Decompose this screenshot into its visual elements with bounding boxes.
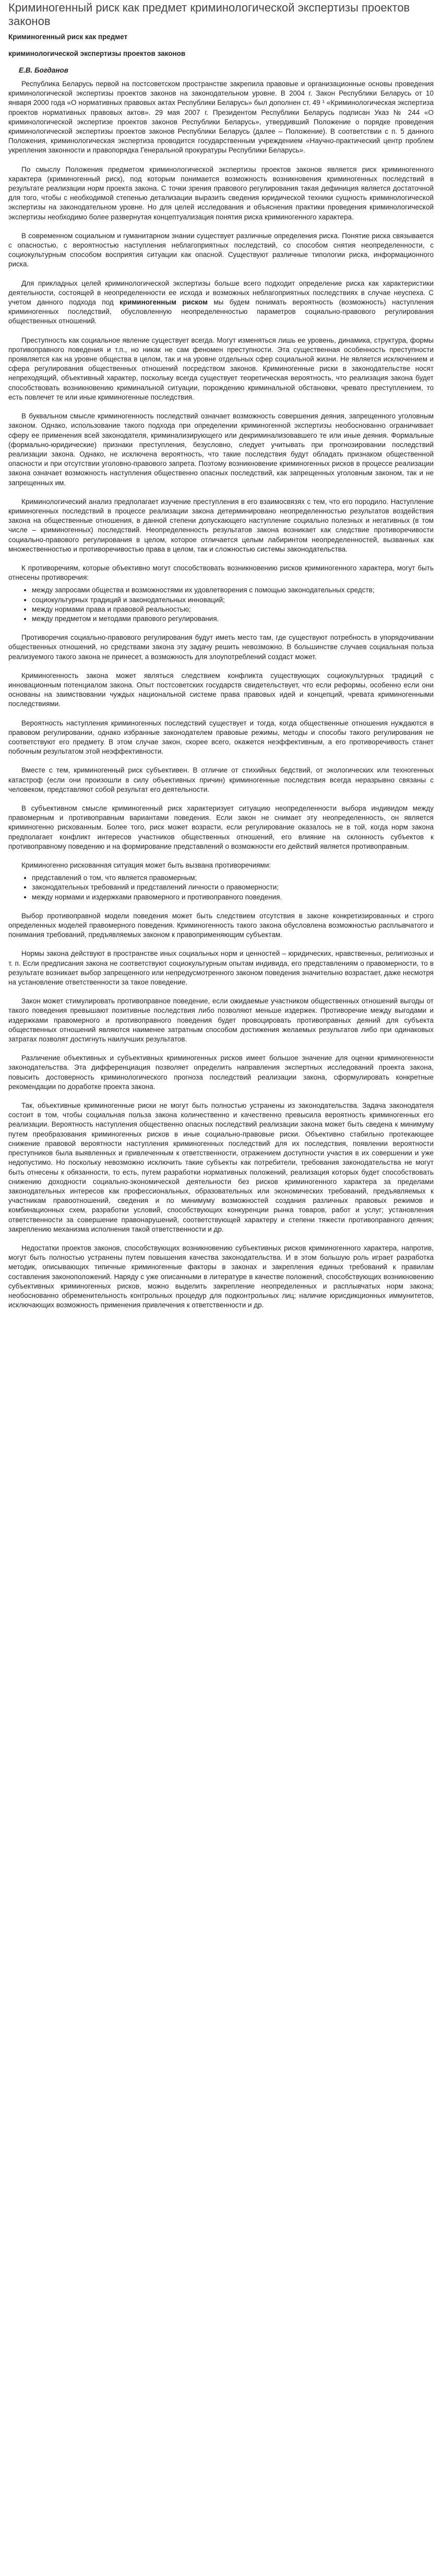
list-item: • представлений о том, что является правомерным; — [32, 873, 434, 883]
paragraph-1: Республика Беларусь первой на постсоветском пространстве закрепила правовые и организационные основы проведения криминологической экспертизы проектов законов на законодательном уровне. В 2004 г. Закон Республики Беларусь от 10 января 2000 года «О нормативных правовых актах Республики Беларусь» был дополнен ст. 49 ¹ «Криминологическая экспертиза проектов нормативных правовых актов». 29 мая 2007 г. Президентом Республики Беларусь подписан Указ № 244 «О криминологической экспертизе проектов законов Республики Беларусь», утвердивший Положение о порядке проведения криминологической экспертизы проектов законов Республики Беларусь (далее – Положение). В соответствии с п. 5 данного Положения, криминологическая экспертиза проводится государственным учреждением «Научно-практический центр проблем укрепления законности и правопорядка Генеральной прокуратуры Республики Беларусь». — [8, 80, 434, 155]
paragraph-8: К противоречиям, которые объективно могут способствовать возникновению рисков криминогенного характера, могут быть отнесены противоречия: — [8, 564, 434, 582]
list-item: • между запросами общества и возможностями их удовлетворения с помощью законодательных средств; — [32, 586, 434, 595]
paragraph-19: Так, объективные криминогенные риски не могут быть полностью устранены из законодательства. Задача законодателя состоит в том, чтобы социальная польза закона количественно и качественно превысила вероятность криминогенных его реализации. Вероятность наступления общественно опасных последствий реализации закона может быть сведена к минимуму путем преобразования криминогенных рисков в иные социально-правовые риски. Объективно стабильно протекающее снижение правовой вероятности наступления криминогенных последствий для их последствия, появлении вероятности преступников была выявленных и привлеченным к ответственности, отражением доступности участия в их совершении и уже недопустимо. Но поскольку невозможно исключить такие субъекты как потребители, требования законодательства не могут быть отнесены к обязанности, то есть, путем разработки нормативных положений, реализация которых будет способствовать снижению доходности социально-экономической деятельности без рисков криминогенного характера за пределами законодательных интересов как профессиональных, образовательных или экономических требований, предъявляемых к участникам правоотношений, сведения и по минимуму возможностей создания различных правовых режимов и комбинационных схем, разработки условий, способствующих конкуренции рынка товаров, работ и услуг; установления ответственности за совершение правонарушений, соответствующей характеру и степени тяжести противоправного деяния; закреплению механизма исполнения такой ответственности и др. — [8, 1102, 434, 1233]
paragraph-3: В современном социальном и гуманитарном знании существует различные определения риска. Понятие риска связывается с опасностью, с вероятностью наступления неблагоприятных последствий, со способом снятия неопределенности, с социокультурным способом восприятия ситуации как опасной. Существуют различные типологии риска, информационного риска. — [8, 231, 434, 268]
paragraph-14: Криминогенно рискованная ситуация может быть вызвана противоречиями: — [21, 861, 271, 870]
paragraph-6: В буквальном смысле криминогенность последствий означает возможность совершения деяния, запрещенного уголовным законом. Однако, использование такого подхода при определении криминогенной экспертизы необоснованно ограничивает сферу ее применения всей законодателя, криминализирующего или декриминализовавшего те или иные деяния. Формальные (формально-юридические) признаки преступления, безусловно, следует учитывать при прогнозировании последствий реализации закона. Однако, не исключена вероятность, что такие последствия будут обладать признаком общественной опасности и при отсутствии уголовно-правового запрета. Поэтому возникновение криминогенных рисков в процессе реализации закона означает возможность наступления общественно опасных последствий, как запрещенных уголовным законом, так и не запрещенных им. — [8, 412, 434, 487]
paragraph-18: Различение объективных и субъективных криминогенных рисков имеет большое значение для оценки криминогенности законодательства. Эта дифференциация позволяет определить направления экспертных исследований проекта закона, повысить достоверность криминологического прогноза последствий реализации закона, сформулировать конкретные рекомендации по доработке проекта закона. — [8, 1054, 434, 1091]
list-item: • социокультурных традиций и законодательных инноваций; — [32, 595, 434, 605]
paragraph-20: Недостатки проектов законов, способствующих возникновению субъективных рисков криминогенного характера, напротив, могут быть полностью устранены путем повышения качества законодательства. И в этом большую роль играет разработка методик, описывающих типичные криминогенные факторы в законах и закрепления единых требований к правилам составления законоположений. Наряду с уже описанными в литературе в качестве положений, способствующих возникновению субъективных криминогенных рисков, можно выделить закрепление неопределенных и расплывчатых норм закона; необоснованно обременительность контрольных процедур для подконтрольных лиц; наличие юрисдикционных иммунитетов, исключающих возможность применения привлечения к ответственности и др. — [8, 1244, 434, 1309]
list-item: • между нормами права и правовой реальностью; — [32, 605, 434, 614]
paragraph-15: Выбор противоправной модели поведения может быть следствием отсутствия в законе конкретизированных и строго определенных моделей правомерного поведения. Криминогенность такого закона обусловлена возможностью расплывчатого и понимания требований, предъявляемых законом к правоприменяющим субъектам. — [8, 911, 434, 939]
paragraph-16: Нормы закона действуют в пространстве иных социальных норм и ценностей – юридических, нравственных, религиозных и т. п. Если предписания закона не соответствуют социокультурным опытам индивида, его представлениям о правомерности, то в результате возникает выбор запрещенного или непредусмотренного законом поведения значительно возрастает, даже несмотря на установление ответственности за такое поведение. — [8, 950, 434, 987]
subtitle-line1: Криминогенный риск как предмет — [8, 33, 128, 41]
document-title: Криминогенный риск как предмет криминологической экспертизы проектов законов — [8, 1, 410, 28]
paragraph-10: Криминогенность закона может являться следствием конфликта существующих социокультурных традиций с инновационным потенциалом закона. Опыт постсоветских государств свидетельствует, что если реформы, особенно если они основаны на заимствовании чуждых национальной системе права правовых идей и концепций, чревата криминогенными последствиями. — [8, 671, 434, 708]
risk-situation-list — [8, 873, 434, 902]
paragraph-11: Вероятность наступления криминогенных последствий существует и тогда, когда общественные отношения нуждаются в правовом регулировании, однако избранные законодателем правовые режимы, методы и способы такого регулирования не соответствуют его предмету. В этом случае закон, скорее всего, окажется неэффективным, а его противоречивость станет побочным результатом этой неэффективности. — [8, 719, 434, 756]
subtitle-line2: криминологической экспертизы проектов законов — [8, 50, 186, 57]
paragraph-5: Преступность как социальное явление существует всегда. Могут изменяться лишь ее уровень, динамика, структура, формы противоправного поведения и т.п., но никак не сам феномен преступности. Эта существенная особенность преступности проявляется как на уровне общества в целом, так и на уровне отдельных сфер социальной жизни. Не является исключением и сфера регулирования общественных отношений посредством законов. Криминогенные риски в законодательстве носят непреходящий, объективный характер, поскольку всегда существует теоретическая вероятность, что реализация закона будет способствовать возникновению криминальной ситуации, порождению криминальной обстановки, чревато преступлением, то есть повлечет те или иные криминогенные последствия. — [8, 336, 434, 401]
paragraph-9: Противоречия социально-правового регулирования будут иметь место там, где существуют потребность в упорядочивании общественных отношений, но средствами закона эту задачу решить невозможно. В большинстве случаев социальная польза реализуемого такого закона не принесет, а возможность для злоупотреблений создаст может. — [8, 634, 434, 661]
paragraph-4 — [8, 279, 434, 326]
list-item: • законодательных требований и представлений личности о правомерности; — [32, 883, 434, 892]
document-page — [0, 1, 442, 1326]
list-item: • между нормами и издержками правомерного и противоправного поведения. — [32, 893, 434, 902]
paragraph-13: В субъективном смысле криминогенный риск характеризует ситуацию неопределенности выбора индивидом между правомерным и противоправным вариантами поведения. Если закон не снимает эту неопределенность, он является криминогенно рискованным. Более того, риск может возрасти, если регулирование оказалось не в той, когда норм закона предполагает конфликт интересов участников общественных отношений, его влияние на склонность субъектов к противоправному поведению и на формирование представлений о возможности его действий является противоправным. — [8, 804, 434, 850]
contradictions-list — [8, 586, 434, 624]
paragraph-2: По смыслу Положения предметом криминологической экспертизы проектов законов является риск криминогенного характера (криминогенный риск), под которым понимается возможность возникновения криминогенных последствий в результате реализации норм проекта закона. С точки зрения правового регулирования такая дефиниция является достаточной для того, чтобы с необходимой степенью детализации выразить сведения юридической техники сущность криминологической экспертизы на законодательном уровне. Но для целей исследования и объяснения практики проведения криминологической экспертизы необходимо более развернутая концептуализация понятия риска криминогенного характера. — [8, 165, 434, 221]
paragraph-7: Криминологический анализ предполагает изучение преступления в его взаимосвязях с тем, что его породило. Наступление криминогенных последствий в процессе реализации закона детерминировано неопределенностью результатов воздействия закона на общественные отношения, в данной степени допускающего наступление социально полезных и негативных (в том числе – криминогенных) последствий. Неопределенность результатов закона возникает как следствие противоречивости социально-правового регулирования в целом, которое отличается целым лабиринтом неопределенностей, вызванных как множественностью и противоречивостью права в целом, так и сложностью системы законодательства. — [8, 497, 434, 553]
paragraph-4-part1: Для прикладных целей криминологической экспертизы больше всего подходит определение риска как характеристики деятельности, состоящей в неопределенности ее исхода и возможных неблагоприятных последствиях в случае неуспеха. С учетом данного подхода под — [8, 279, 434, 307]
paragraph-4-part2: мы будем понимать вероятность (возможность) наступления криминогенных последствий, обусловленную неопределенностью параметров социально-правового регулирования общественных отношений. — [8, 298, 434, 325]
paragraph-12: Вместе с тем, криминогенный риск субъективен. В отличие от стихийных бедствий, от экологических или техногенных катастроф (если они произошли в силу объективных причин) криминогенные последствия всегда неразрывно связаны с человеком, представляют собой результат его деятельности. — [8, 766, 434, 793]
author-name: Е.В. Богданов — [19, 66, 68, 74]
paragraph-17: Закон может стимулировать противоправное поведение, если ожидаемые участником общественных отношений выгоды от такого поведения превышают позитивные последствия либо позволяют меньше издержек. Противоречие между выгодами и издержками правомерного и противоправного поведения будет провоцировать противоправных деяний для субъекта общественных отношений являются наименее затратным способом достижения желаемых результатов либо при одинаковых затратах позволят достигнуть наилучших результатов. — [8, 997, 434, 1044]
key-term-criminogenic-risk: криминогенным риском — [120, 298, 208, 307]
list-item: • между предметом и методами правового регулирования. — [32, 614, 434, 624]
